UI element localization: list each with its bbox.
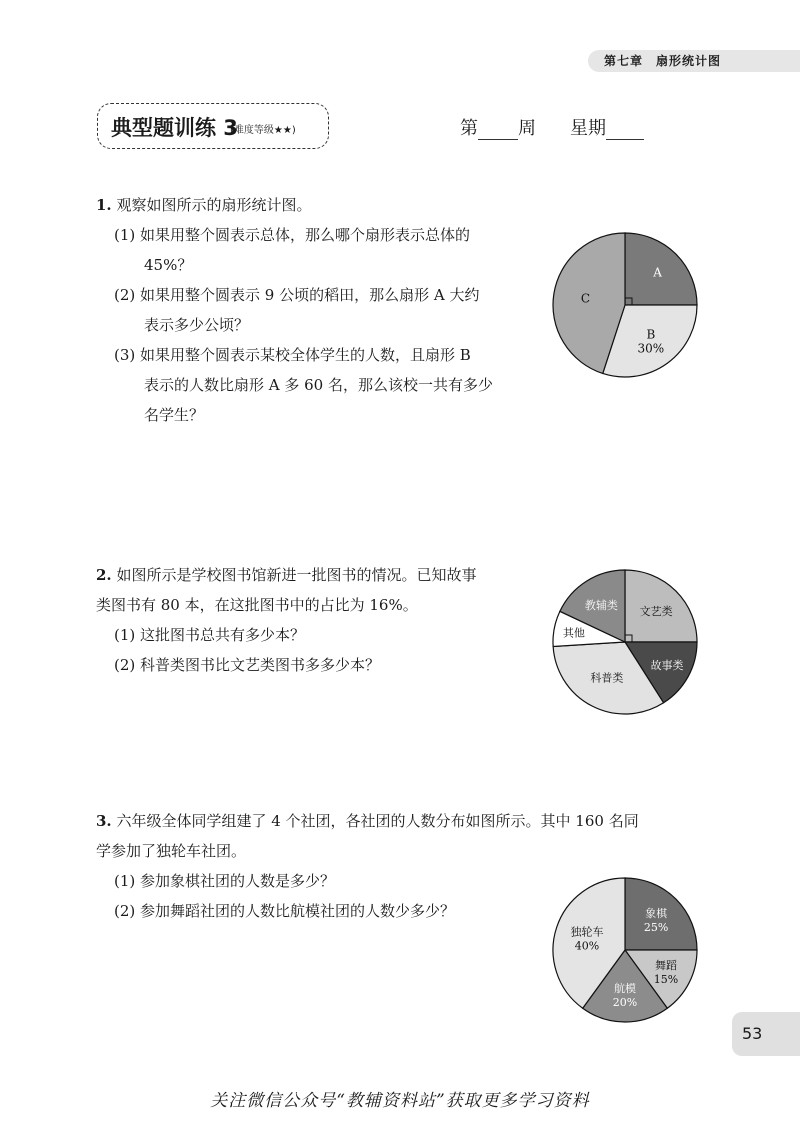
pie-chart-2 — [550, 567, 700, 717]
question-text: 观察如图所示的扇形统计图。 — [116, 196, 312, 214]
slice-label: B — [646, 327, 656, 342]
slice-label: 独轮车 — [570, 925, 604, 939]
sub-question-1: (1) 如果用整个圆表示总体，那么哪个扇形表示总体的 — [114, 226, 471, 244]
slice-value-label: 40% — [574, 939, 600, 953]
question-number: 1. — [96, 196, 112, 214]
slice-value-label: 25% — [643, 920, 669, 934]
chapter-header: 第七章 扇形统计图 — [604, 54, 722, 68]
slice-label: 其他 — [562, 626, 585, 640]
pie-chart-1 — [550, 230, 700, 380]
question-2 — [96, 560, 476, 680]
slice-value-label: 30% — [637, 341, 665, 356]
sub-question-3-cont2: 名学生？ — [144, 406, 205, 424]
slice-label: 文艺类 — [639, 604, 673, 618]
slice-label: 航模 — [614, 982, 636, 995]
sub-question-1-cont: 45%？ — [144, 256, 193, 274]
week-zhou-label: 周 — [518, 118, 536, 139]
week-date-line — [460, 114, 644, 140]
question-text: 六年级全体同学组建了 4 个社团，各社团的人数分布如图所示。其中 160 名同 — [116, 812, 639, 830]
weekday-label: 星期 — [570, 118, 606, 139]
weekday-blank[interactable] — [606, 121, 644, 140]
sub-question-2: (2) 如果用整个圆表示 9 公顷的稻田，那么扇形 A 大约 — [114, 286, 480, 304]
question-line — [96, 560, 476, 590]
sub-question-1: (1) 参加象棋社团的人数是多少？ — [114, 872, 336, 890]
sub-question-1: (1) 这批图书总共有多少本？ — [114, 626, 306, 644]
slice-value-label: 20% — [612, 996, 638, 1009]
question-number: 3. — [96, 812, 112, 830]
slice-label: 故事类 — [650, 659, 684, 673]
slice-value-label: 15% — [653, 972, 679, 986]
slice-label: A — [653, 265, 662, 280]
sub-question-2: (2) 参加舞蹈社团的人数比航模社团的人数少多少？ — [114, 902, 456, 920]
question-line — [96, 806, 639, 836]
difficulty-label: (难度等级★★) — [230, 125, 296, 136]
page-title: 典型题训练 3 — [111, 116, 238, 140]
slice-label: 科普类 — [590, 671, 624, 685]
week-number-blank[interactable] — [478, 121, 518, 140]
footer-note: 关注微信公众号“教辅资料站”获取更多学习资料 — [210, 1091, 590, 1111]
sub-question-2-cont: 表示多少公顷？ — [144, 316, 250, 334]
slice-label: 教辅类 — [584, 598, 618, 612]
slice-label: 舞蹈 — [654, 958, 677, 972]
question-text: 如图所示是学校图书馆新进一批图书的情况。已知故事 — [116, 566, 477, 584]
question-number: 2. — [96, 566, 112, 584]
question-1 — [96, 190, 493, 430]
sub-question-3: (3) 如果用整个圆表示某校全体学生的人数，且扇形 B — [114, 346, 471, 364]
pie-chart-3 — [550, 875, 700, 1025]
question-line — [96, 190, 493, 220]
slice-label: 象棋 — [645, 906, 668, 920]
week-di-label: 第 — [460, 118, 478, 139]
slice-label: C — [580, 291, 591, 306]
question-text-cont: 类图书有 80 本，在这批图书中的占比为 16%。 — [96, 596, 418, 614]
sub-question-2: (2) 科普类图书比文艺类图书多多少本？ — [114, 656, 381, 674]
sub-question-3-cont: 表示的人数比扇形 A 多 60 名，那么该校一共有多少 — [144, 376, 493, 394]
question-text-cont: 学参加了独轮车社团。 — [96, 842, 247, 860]
page-number: 53 — [742, 1024, 763, 1043]
